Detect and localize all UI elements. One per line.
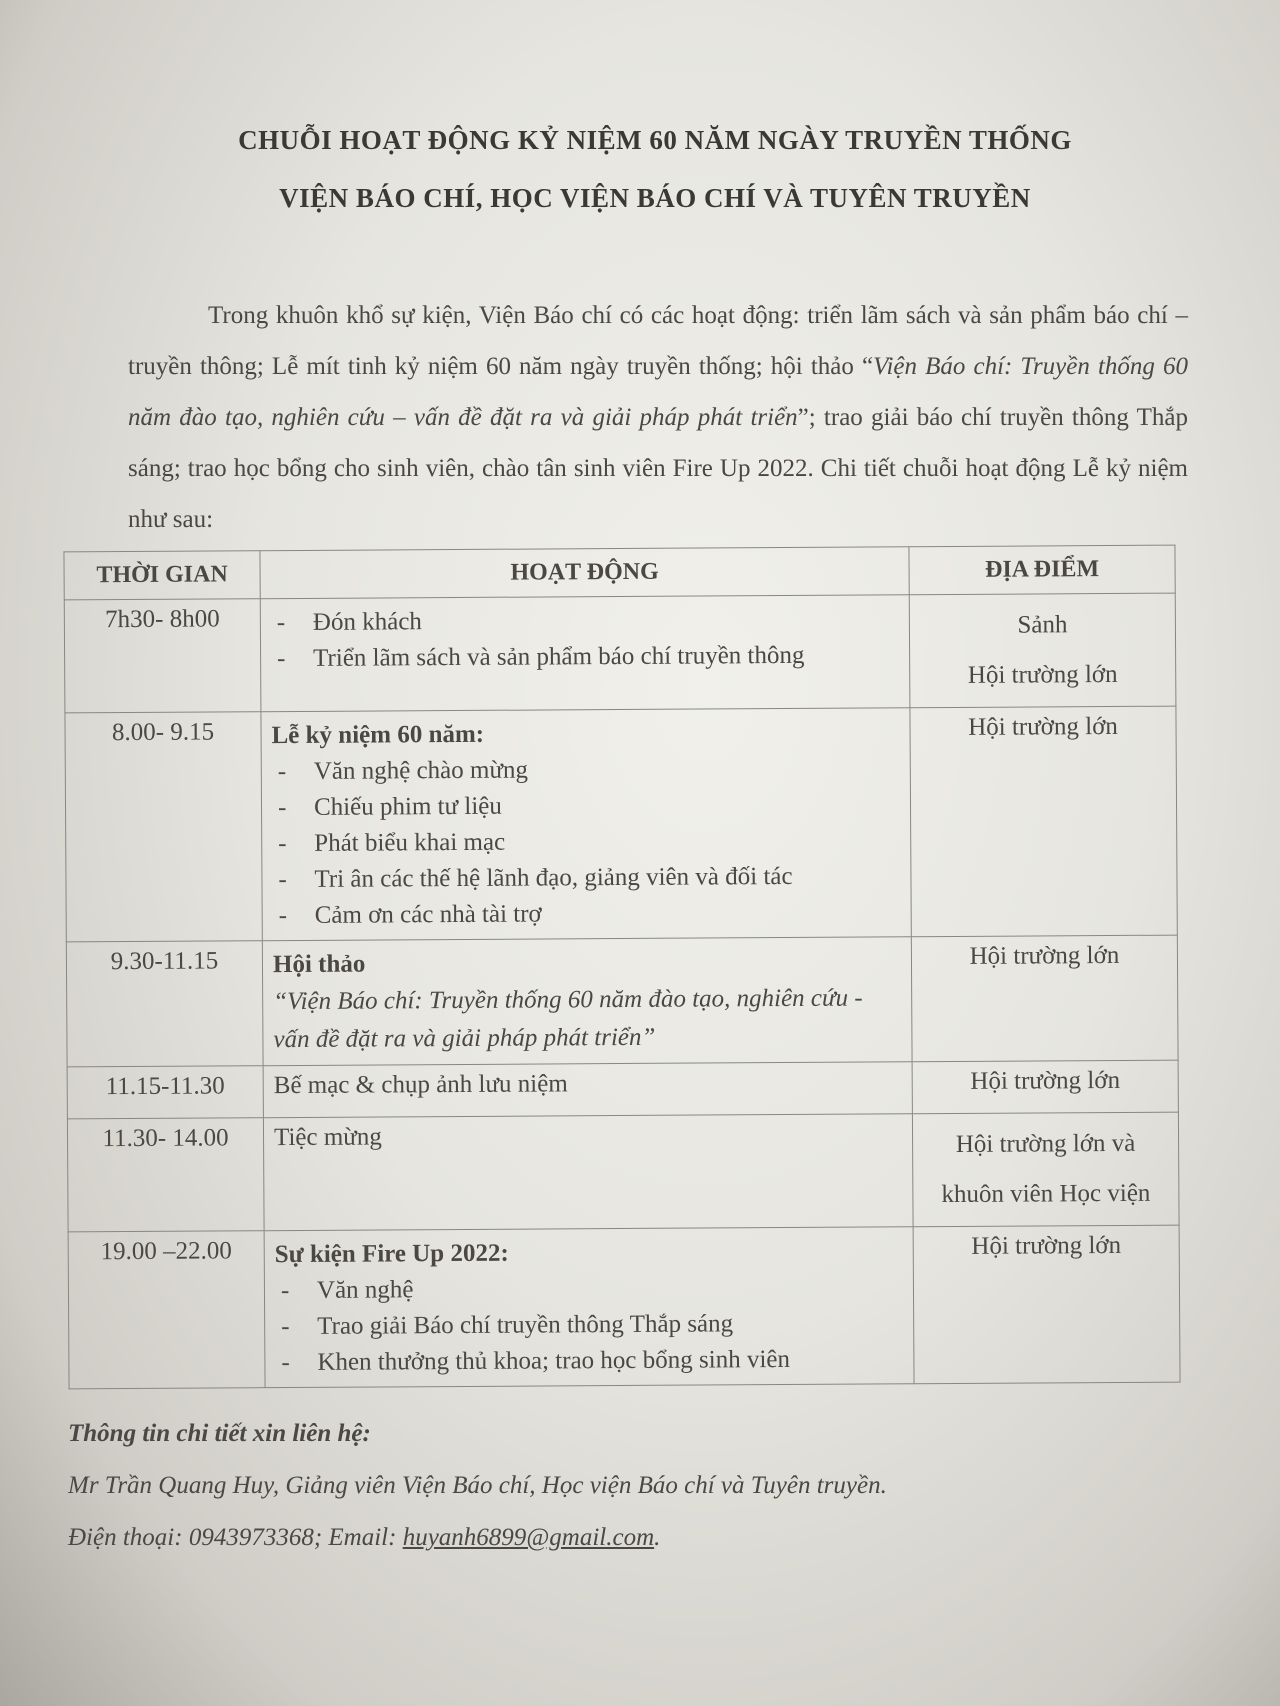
intro-text-1: Trong khuôn khổ sự kiện, Viện Báo chí có các hoạt động: triển lãm sách và sản phẩm báo chí – truyền thông; Lễ mít tinh kỷ niệm 60 năm ngày truyền thống; hội thảo “ — [128, 302, 1188, 380]
contact-heading: Thông tin chi tiết xin liên hệ: — [68, 1420, 371, 1447]
table-row — [67, 1112, 1179, 1232]
row-location — [912, 1112, 1179, 1227]
table-row — [65, 706, 1177, 942]
contact-phone: Điện thoại: 0943973368; Email: — [68, 1524, 403, 1551]
header-time: THỜI GIAN — [64, 551, 260, 600]
table-row — [67, 1060, 1178, 1119]
activity-heading: Hội thảo — [272, 950, 366, 979]
list-item: - Khen thưởng thủ khoa; trao học bổng sinh viên — [275, 1341, 903, 1381]
row-activity — [262, 937, 912, 1066]
row-activity — [264, 1227, 914, 1388]
table-row — [68, 1225, 1180, 1389]
row-activity — [260, 595, 910, 712]
row-location: Hội trường lớn — [913, 1225, 1180, 1384]
contact-phone-email — [68, 1512, 1188, 1564]
row-location: Hội trường lớn — [910, 706, 1177, 937]
contact-email-link[interactable]: huyanh6899@gmail.com — [402, 1524, 655, 1551]
list-item: - Cảm ơn các nhà tài trợ — [273, 894, 901, 934]
list-item: - Văn nghệ chào mừng — [272, 750, 900, 790]
table-row — [64, 593, 1176, 713]
table-header-row — [64, 545, 1175, 600]
activity-heading: Lễ kỷ niệm 60 năm: — [271, 720, 485, 750]
contact-block — [68, 1408, 1188, 1564]
list-item: - Chiếu phim tư liệu — [272, 786, 900, 826]
list-item: - Đón khách — [271, 601, 899, 641]
schedule-table — [63, 545, 1180, 1390]
list-item: - Trao giải Báo chí truyền thông Thắp sáng — [275, 1305, 903, 1345]
row-activity — [261, 708, 911, 941]
row-activity: Tiệc mừng — [263, 1114, 913, 1231]
header-location: ĐỊA ĐIỂM — [909, 545, 1175, 595]
row-location: Hội trường lớn — [911, 935, 1178, 1062]
list-item: - Triển lãm sách và sản phẩm báo chí truyền thông — [271, 637, 899, 677]
list-item: - Văn nghệ — [275, 1269, 903, 1309]
page-title-line-1: CHUỖI HOẠT ĐỘNG KỶ NIỆM 60 NĂM NGÀY TRUYỀN THỐNG — [238, 125, 1072, 155]
intro-paragraph — [128, 290, 1188, 545]
page-title-line-2: VIỆN BÁO CHÍ, HỌC VIỆN BÁO CHÍ VÀ TUYÊN TRUYỀN — [279, 183, 1031, 213]
row-activity: Bế mạc & chụp ảnh lưu niệm — [263, 1062, 912, 1118]
activity-heading: Sự kiện Fire Up 2022: — [274, 1239, 509, 1269]
row-time: 7h30- 8h00 — [64, 599, 261, 713]
location-line: Hội trường lớn — [967, 660, 1118, 689]
intro-text-2: ”; trao giải báo chí truyền thông Thắp sáng; trao học bổng cho sinh viên, chào tân sinh viên Fire Up 2022. Chi tiết chuỗi hoạt động Lễ kỷ niệm như sau: — [128, 404, 1188, 533]
location-line: Hội trường lớn và — [955, 1129, 1136, 1158]
list-item: - Tri ân các thế hệ lãnh đạo, giảng viên và đối tác — [272, 858, 900, 898]
location-line: Sảnh — [1017, 611, 1068, 639]
row-location — [909, 593, 1176, 708]
contact-suffix: . — [654, 1524, 661, 1551]
activity-subtitle: “Viện Báo chí: Truyền thống 60 năm đào tạo, nghiên cứu - vấn đề đặt ra và giải pháp phát triển” — [273, 984, 863, 1054]
row-time: 9.30-11.15 — [66, 941, 263, 1067]
table-row — [66, 935, 1178, 1067]
list-item: - Phát biểu khai mạc — [272, 822, 900, 862]
row-location: Hội trường lớn — [912, 1060, 1178, 1114]
header-activity: HOẠT ĐỘNG — [260, 547, 909, 599]
row-time: 19.00 –22.00 — [68, 1231, 265, 1389]
row-time: 11.15-11.30 — [67, 1066, 263, 1119]
location-line: khuôn viên Học viện — [941, 1179, 1151, 1209]
row-time: 11.30- 14.00 — [67, 1118, 264, 1232]
row-time: 8.00- 9.15 — [65, 712, 262, 942]
contact-person: Mr Trần Quang Huy, Giảng viên Viện Báo chí, Học viện Báo chí và Tuyên truyền. — [68, 1472, 887, 1499]
intro-italic-title: Viện Báo chí: Truyền thống 60 năm đào tạo, nghiên cứu – vấn đề đặt ra và giải pháp phát triển — [128, 353, 1188, 431]
